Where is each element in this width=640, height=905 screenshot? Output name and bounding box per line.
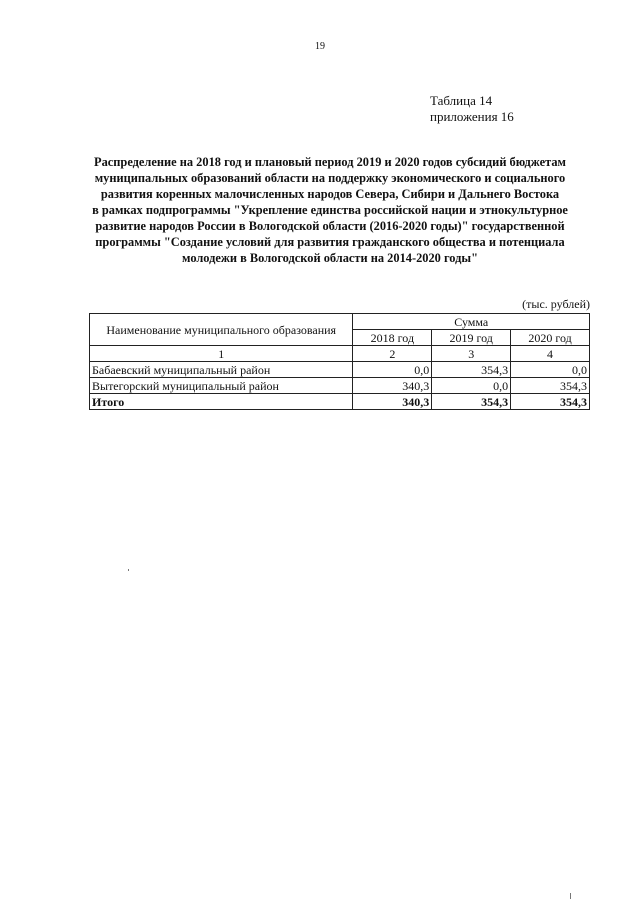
header-sum: Сумма: [353, 314, 590, 330]
row-value: 0,0: [353, 362, 432, 378]
table-row: [90, 362, 590, 378]
appendix-number: приложения 16: [430, 109, 514, 124]
row-name: Бабаевский муниципальный район: [90, 362, 353, 378]
units-label: (тыс. рублей): [522, 297, 590, 311]
column-number: 2: [353, 346, 432, 362]
total-name: Итого: [90, 394, 353, 410]
header-row: [90, 314, 590, 330]
title-line: программы "Создание условий для развития гражданского общества и потенциала: [95, 235, 565, 249]
row-value: 340,3: [353, 378, 432, 394]
header-year-2018: 2018 год: [353, 330, 432, 346]
row-value: 0,0: [432, 378, 511, 394]
column-number: 1: [90, 346, 353, 362]
title-line: развития коренных малочисленных народов Севера, Сибири и Дальнего Востока: [100, 187, 560, 201]
title-line: муниципальных образований области на поддержку экономического и социального: [94, 171, 566, 185]
title-line: Распределение на 2018 год и плановый период 2019 и 2020 годов субсидий бюджетам: [94, 155, 566, 169]
scan-speck: [570, 893, 571, 899]
document-title: [80, 154, 580, 266]
table-row: [90, 378, 590, 394]
title-line: развитие народов России в Вологодской области (2016-2020 годы)" государственной: [95, 219, 565, 233]
header-year-2019: 2019 год: [432, 330, 511, 346]
page-number: 19: [315, 41, 325, 52]
title-line: молодежи в Вологодской области на 2014-2020 годы": [182, 251, 478, 265]
total-row: [90, 394, 590, 410]
column-number: 4: [511, 346, 590, 362]
column-number: 3: [432, 346, 511, 362]
column-numbers-row: [90, 346, 590, 362]
table-reference: [430, 93, 514, 125]
row-value: 354,3: [432, 362, 511, 378]
row-value: 354,3: [511, 378, 590, 394]
row-name: Вытегорский муниципальный район: [90, 378, 353, 394]
subsidy-table: [89, 313, 590, 410]
title-line: в рамках подпрограммы "Укрепление единства российской нации и этнокультурное: [92, 203, 568, 217]
total-value: 354,3: [432, 394, 511, 410]
row-value: 0,0: [511, 362, 590, 378]
total-value: 354,3: [511, 394, 590, 410]
header-name: Наименование муниципального образования: [90, 314, 353, 346]
scan-speck: [128, 569, 129, 571]
header-year-2020: 2020 год: [511, 330, 590, 346]
table-number: Таблица 14: [430, 93, 493, 108]
total-value: 340,3: [353, 394, 432, 410]
